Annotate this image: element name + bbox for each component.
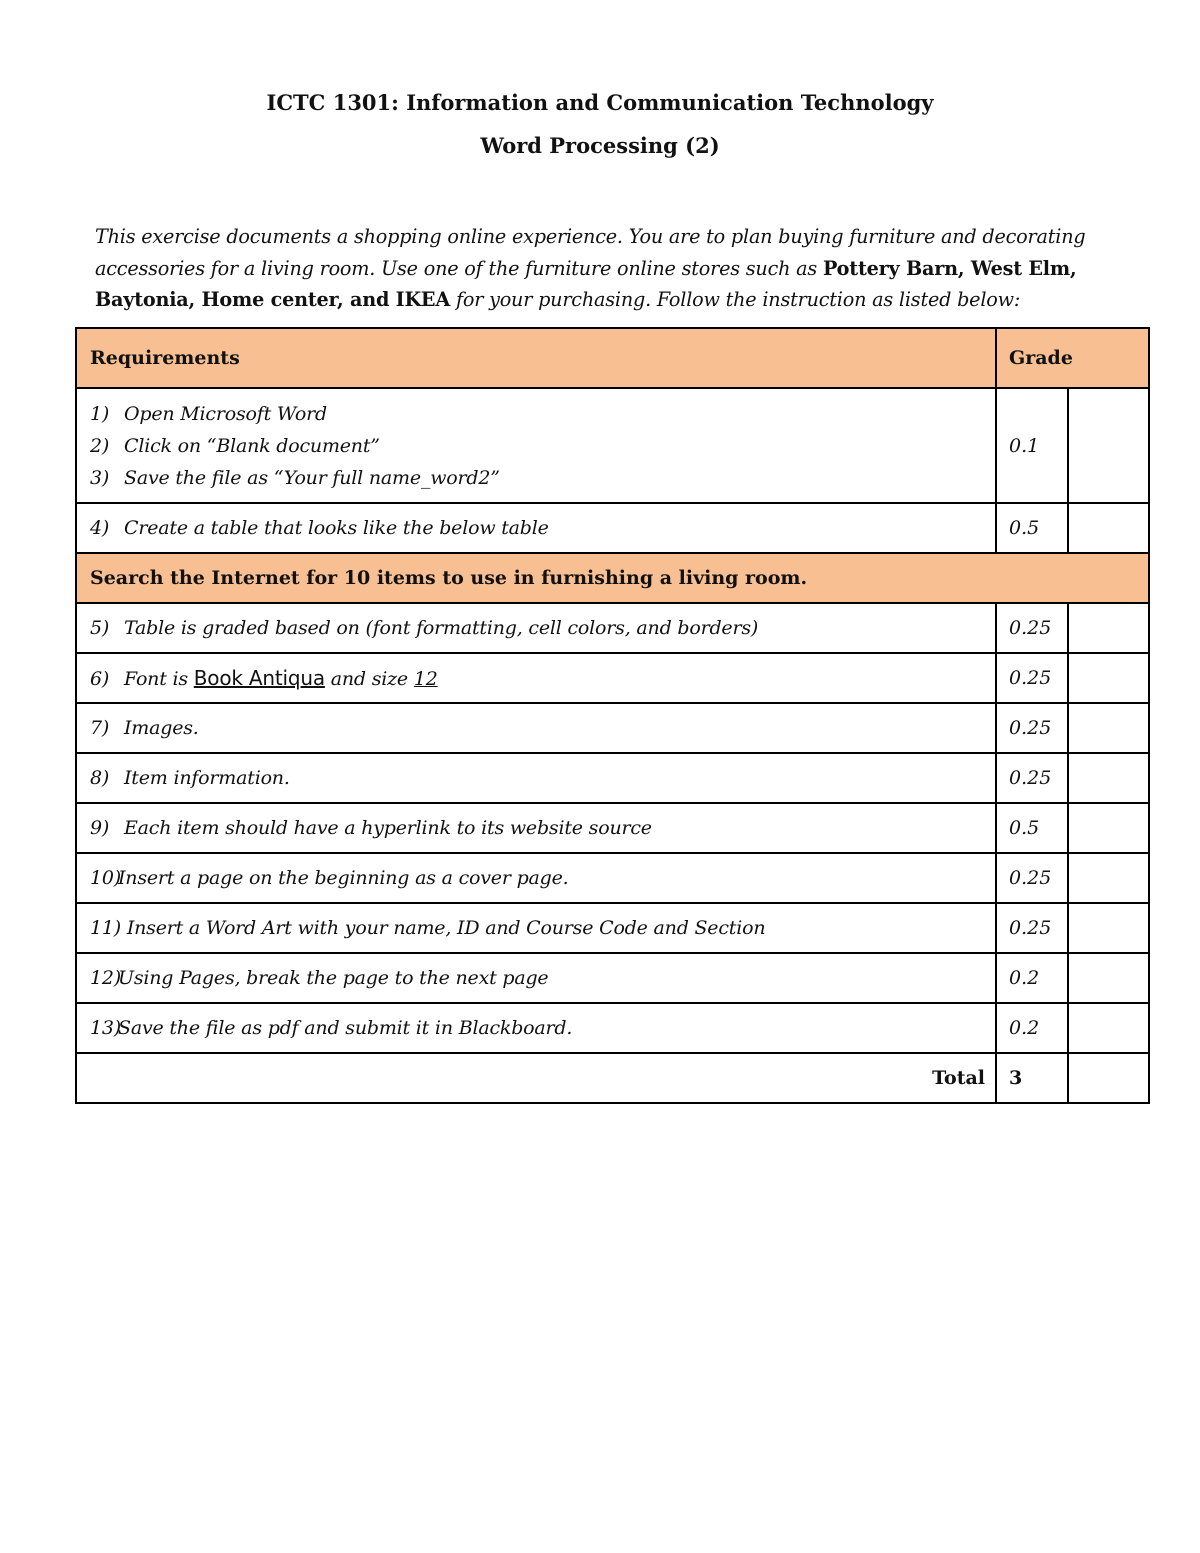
list-item: [90, 430, 995, 462]
item-number: 4): [90, 517, 110, 539]
item-text-mid: and size: [324, 668, 414, 690]
score-cell[interactable]: [1068, 603, 1149, 653]
requirement-cell: [76, 503, 996, 553]
item-number: 12): [90, 967, 121, 989]
score-cell[interactable]: [1068, 803, 1149, 853]
font-name: Book Antiqua: [193, 666, 325, 690]
item-number: 10): [90, 867, 121, 889]
score-cell[interactable]: [1068, 653, 1149, 703]
list-item: [90, 462, 995, 494]
grade-value: 0.1: [996, 388, 1068, 503]
item-number: 2): [90, 434, 110, 457]
item-number: 5): [90, 617, 110, 639]
item-text: Create a table that looks like the below table: [124, 517, 549, 539]
section-header-row: [76, 553, 1149, 603]
grade-value: 0.25: [996, 903, 1068, 953]
score-cell[interactable]: [1068, 903, 1149, 953]
item-number: 7): [90, 717, 110, 739]
item-text: Save the file as pdf and submit it in Blackboard.: [118, 1017, 573, 1039]
item-text: Insert a page on the beginning as a cover page.: [118, 867, 569, 889]
grade-value: 0.25: [996, 603, 1068, 653]
item-number: 1): [90, 402, 110, 425]
item-number: 3): [90, 466, 110, 489]
requirement-cell: [76, 1003, 996, 1053]
table-row: [76, 903, 1149, 953]
grade-value: 0.2: [996, 1003, 1068, 1053]
total-row: [76, 1053, 1149, 1103]
grade-value: 0.5: [996, 503, 1068, 553]
requirement-cell: [76, 903, 996, 953]
score-cell[interactable]: [1068, 388, 1149, 503]
total-label: Total: [76, 1053, 996, 1103]
list-item: [90, 398, 995, 430]
item-number: 9): [90, 817, 110, 839]
grade-value: 0.25: [996, 653, 1068, 703]
score-cell[interactable]: [1068, 703, 1149, 753]
score-cell[interactable]: [1068, 753, 1149, 803]
total-score-cell[interactable]: [1068, 1053, 1149, 1103]
requirement-cell: [76, 703, 996, 753]
grade-value: 0.25: [996, 853, 1068, 903]
item-number: 13): [90, 1017, 121, 1039]
table-row: [76, 653, 1149, 703]
table-row: [76, 1003, 1149, 1053]
grade-value: 0.25: [996, 753, 1068, 803]
table-row: [76, 388, 1149, 503]
requirement-cell: [76, 803, 996, 853]
intro-stores: Pottery Barn, West Elm, Baytonia, Home center, and IKEA: [95, 256, 1077, 311]
requirement-cell: [76, 753, 996, 803]
item-text: Item information.: [124, 767, 290, 789]
item-number: 6): [90, 668, 110, 690]
section-header: Search the Internet for 10 items to use in furnishing a living room.: [76, 553, 1149, 603]
table-row: [76, 603, 1149, 653]
total-value: 3: [996, 1053, 1068, 1103]
requirement-cell: [76, 853, 996, 903]
header-grade: Grade: [996, 328, 1149, 388]
item-text: Using Pages, break the page to the next page: [118, 967, 549, 989]
item-text: Each item should have a hyperlink to its website source: [124, 817, 652, 839]
requirement-cell-1-3: [76, 388, 996, 503]
score-cell[interactable]: [1068, 1003, 1149, 1053]
intro-text-part1: This exercise documents a shopping online experience. You are to plan buying furniture and decorating accessories for a living room. Use one of the furniture online stores such as: [95, 225, 1086, 280]
item-text: Images.: [124, 717, 199, 739]
item-text: Insert a Word Art with your name, ID and Course Code and Section: [121, 917, 766, 939]
item-text: Table is graded based on (font formatting, cell colors, and borders): [124, 617, 759, 639]
score-cell[interactable]: [1068, 953, 1149, 1003]
font-size: 12: [413, 668, 438, 690]
table-row: [76, 503, 1149, 553]
requirements-table: [75, 327, 1150, 1104]
item-text: Click on “Blank document”: [124, 434, 380, 457]
grade-value: 0.5: [996, 803, 1068, 853]
item-text: Save the file as “Your full name_word2”: [124, 466, 500, 489]
table-row: [76, 703, 1149, 753]
grade-value: 0.2: [996, 953, 1068, 1003]
header-requirements: Requirements: [76, 328, 996, 388]
score-cell[interactable]: [1068, 853, 1149, 903]
intro-text-part2: for your purchasing. Follow the instruction as listed below:: [450, 288, 1021, 311]
table-row: [76, 953, 1149, 1003]
score-cell[interactable]: [1068, 503, 1149, 553]
document-title: ICTC 1301: Information and Communication Technology: [266, 90, 934, 115]
item-number: 11): [90, 917, 121, 939]
table-header-row: [76, 328, 1149, 388]
table-row: [76, 853, 1149, 903]
intro-paragraph: [95, 221, 1155, 316]
item-text: Open Microsoft Word: [124, 402, 327, 425]
table-row: [76, 803, 1149, 853]
requirement-cell: [76, 953, 996, 1003]
item-number: 8): [90, 767, 110, 789]
document-subtitle: Word Processing (2): [480, 133, 720, 158]
requirement-cell: [76, 603, 996, 653]
grade-value: 0.25: [996, 703, 1068, 753]
table-row: [76, 753, 1149, 803]
item-text-prefix: Font is: [124, 668, 194, 690]
requirement-cell: [76, 653, 996, 703]
